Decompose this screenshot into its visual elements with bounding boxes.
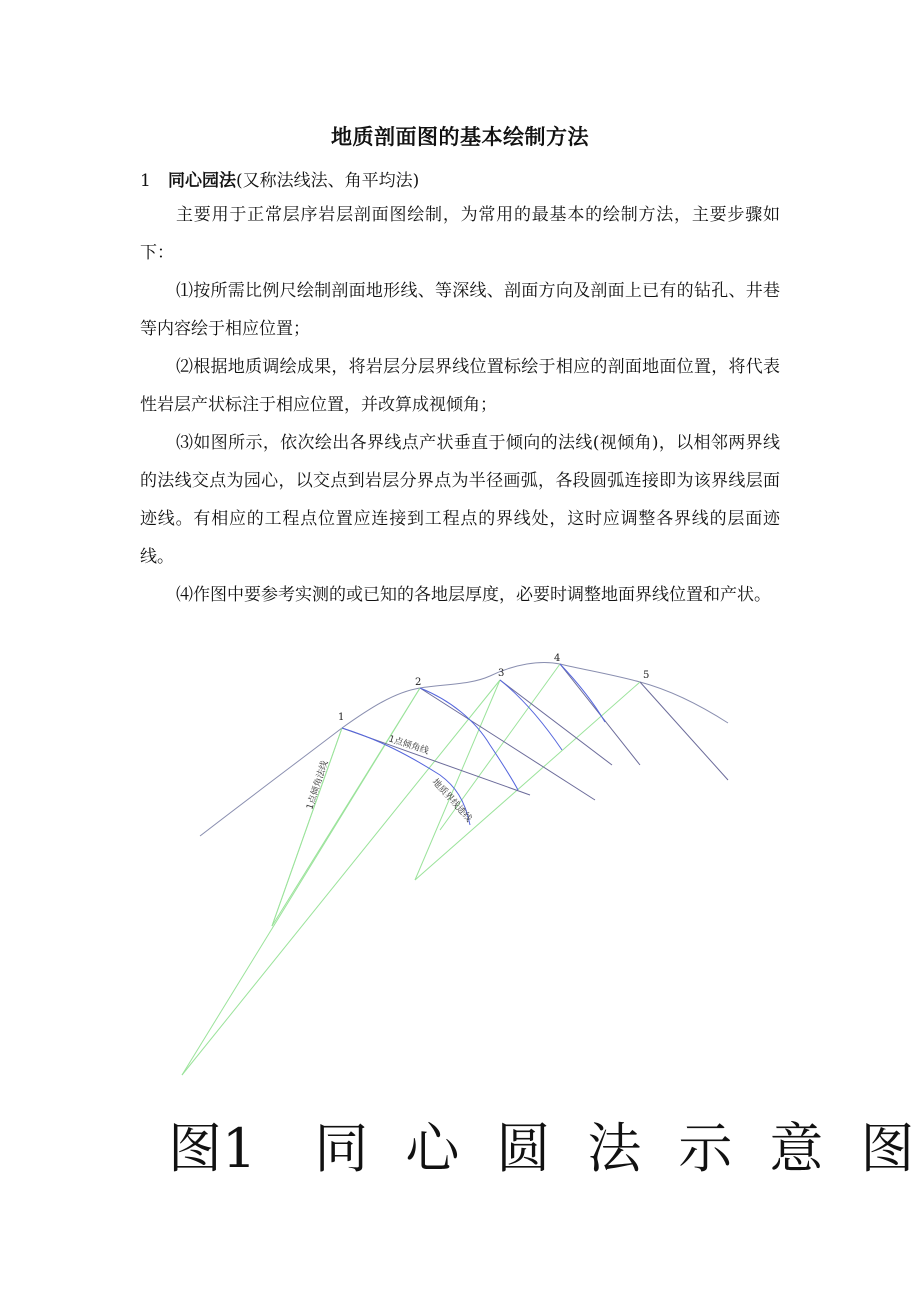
section-number: 1 — [140, 171, 151, 191]
caption-char-3: 圆 — [496, 1117, 551, 1180]
dip-lines — [342, 664, 728, 800]
section-alias: (又称法线法、角平均法) — [236, 171, 420, 191]
dip-line-annotation: 1点倾角线 — [387, 734, 430, 757]
point-label-1: 1 — [338, 712, 345, 723]
trace-line-3 — [500, 680, 562, 750]
normal-line-1b — [272, 728, 342, 926]
paragraph-step-2: ⑵根据地质调绘成果，将岩层分层界线位置标绘于相应的剖面地面位置，将代表性岩层产状标注于相应位置，并改算成视倾角； — [140, 357, 780, 415]
normal-line-2b — [182, 688, 420, 1075]
section-name: 同心园法 — [168, 171, 236, 191]
normal-line-annotation: 1点倾角法线 — [305, 759, 331, 811]
caption-char-2: 心 — [405, 1117, 460, 1180]
dip-line-2 — [420, 688, 595, 800]
point-label-5: 5 — [643, 670, 650, 681]
normal-line-5 — [415, 682, 640, 880]
caption-figure-number: 图1 — [168, 1117, 257, 1180]
page-title: 地质剖面图的基本绘制方法 — [331, 125, 589, 149]
normal-lines — [182, 664, 640, 1075]
normal-line-3 — [182, 680, 500, 1075]
caption-char-5: 示 — [678, 1117, 733, 1180]
point-label-2: 2 — [415, 677, 422, 688]
dip-line-3 — [500, 680, 612, 765]
paragraph-step-1: ⑴按所需比例尺绘制剖面地形线、等深线、剖面方向及剖面上已有的钻孔、井巷等内容绘于相应位置； — [140, 281, 780, 339]
paragraph-intro: 主要用于正常层序岩层剖面图绘制，为常用的最基本的绘制方法，主要步骤如下： — [140, 205, 780, 263]
figure-caption — [168, 1106, 914, 1183]
paragraph-step-4: ⑷作图中要参考实测的或已知的各地层厚度，必要时调整地面界线位置和产状。 — [176, 585, 771, 605]
concentric-method-diagram — [0, 640, 920, 1090]
trace-line-2 — [420, 688, 518, 790]
caption-char-7: 图 — [860, 1117, 915, 1180]
point-label-3: 3 — [498, 668, 505, 679]
section-heading — [140, 166, 419, 191]
point-label-4: 4 — [554, 653, 561, 664]
paragraph-step-3: ⑶如图所示，依次绘出各界线点产状垂直于倾向的法线(视倾角)，以相邻两界线的法线交点为园心，以交点到岩层分界点为半径画弧，各段圆弧连接即为该界线层面迹线。有相应的工程点位置应连接到工程点的界线处，这时应调整各界线的层面迹线。 — [140, 433, 780, 567]
caption-char-4: 法 — [587, 1117, 642, 1180]
caption-char-1: 同 — [314, 1117, 369, 1180]
dip-line-5 — [640, 682, 728, 780]
caption-char-6: 意 — [769, 1117, 824, 1180]
trace-line-annotation: 地质界线迹线 — [429, 777, 474, 825]
trace-lines — [342, 664, 605, 825]
